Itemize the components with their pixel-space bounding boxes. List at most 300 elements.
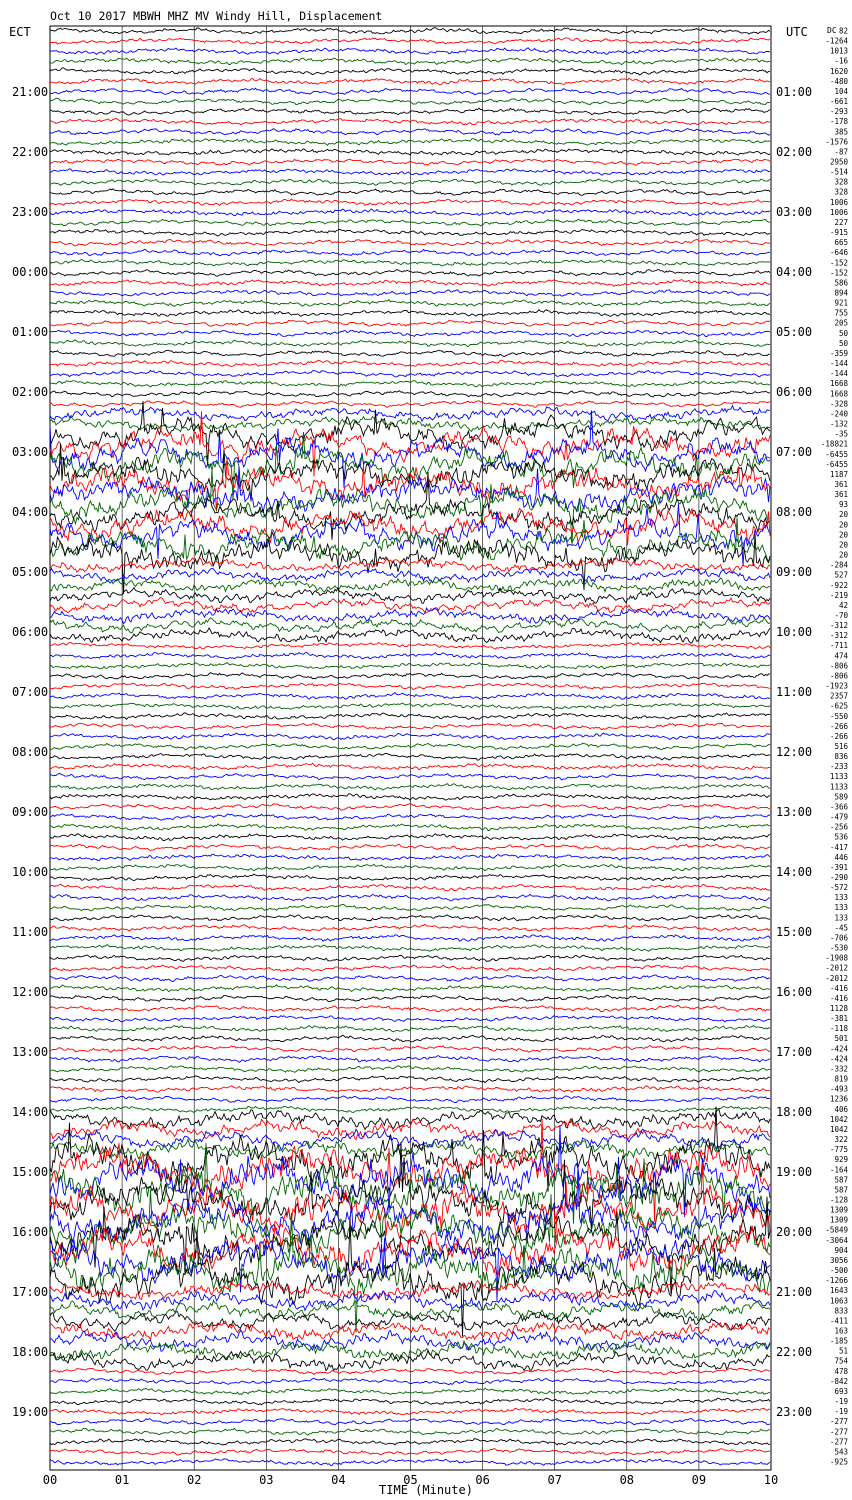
trace-dc-value: 921	[834, 298, 848, 308]
seismic-trace	[50, 189, 770, 196]
seismic-trace	[50, 924, 770, 931]
seismic-trace	[50, 703, 770, 710]
seismic-trace	[50, 628, 770, 643]
left-hour-label: 09:00	[12, 805, 49, 819]
trace-dc-value: -312	[829, 621, 848, 631]
right-hour-label: 21:00	[776, 1285, 813, 1299]
seismic-trace	[50, 598, 770, 613]
seismic-trace	[50, 249, 770, 255]
seismic-trace	[50, 578, 770, 592]
seismic-trace	[50, 1076, 770, 1083]
left-hour-label: 01:00	[12, 325, 49, 339]
seismic-trace	[50, 229, 770, 236]
seismic-trace	[50, 733, 770, 740]
trace-dc-value: -19	[834, 1407, 848, 1417]
trace-dc-value: -1908	[825, 953, 848, 963]
seismic-trace	[50, 1125, 770, 1217]
seismic-trace	[50, 1378, 770, 1384]
left-hour-label: 16:00	[12, 1225, 49, 1239]
trace-dc-value: -164	[829, 1165, 848, 1175]
trace-dc-value: 42	[838, 600, 848, 610]
chart-title: Oct 10 2017 MBWH MHZ MV Windy Hill, Displacement	[50, 9, 383, 23]
trace-dc-value: -70	[834, 610, 848, 620]
seismic-trace	[50, 340, 770, 347]
seismic-trace	[50, 653, 770, 659]
trace-dc-value: 1042	[829, 1124, 848, 1134]
trace-dc-value: 328	[834, 187, 848, 197]
trace-dc-value: 385	[834, 127, 848, 137]
right-hour-label: 04:00	[776, 265, 813, 279]
trace-dc-value: -775	[829, 1145, 848, 1155]
trace-dc-value: 587	[834, 1175, 848, 1185]
trace-dc-value: 133	[834, 913, 848, 923]
trace-dc-value: -366	[829, 802, 848, 812]
trace-dc-value: 1006	[829, 197, 848, 207]
trace-dc-value: 93	[838, 500, 848, 510]
right-hour-label: 16:00	[776, 985, 813, 999]
trace-dc-value: -479	[829, 812, 848, 822]
trace-dc-value: 322	[834, 1135, 848, 1145]
seismic-trace	[50, 330, 770, 336]
trace-dc-value: 586	[834, 278, 848, 288]
seismic-trace	[50, 48, 770, 55]
right-hour-label: 20:00	[776, 1225, 813, 1239]
seismic-trace	[50, 381, 770, 387]
seismic-trace	[50, 1428, 770, 1435]
seismic-trace	[50, 874, 770, 881]
trace-dc-value: -312	[829, 631, 848, 641]
x-tick-label: 10	[763, 1473, 779, 1487]
seismic-trace	[50, 88, 770, 95]
trace-dc-value: -277	[829, 1417, 848, 1427]
trace-dc-value: 50	[838, 328, 848, 338]
left-hour-label: 14:00	[12, 1105, 49, 1119]
seismic-trace	[50, 1321, 770, 1340]
trace-dc-value: -424	[829, 1054, 848, 1064]
seismic-trace	[50, 693, 770, 700]
trace-dc-value: -3064	[825, 1235, 848, 1245]
seismic-trace	[50, 618, 770, 633]
seismic-trace	[50, 279, 770, 286]
trace-dc-value: -416	[829, 983, 848, 993]
right-hour-label: 15:00	[776, 925, 813, 939]
right-hour-label: 17:00	[776, 1045, 813, 1059]
trace-dc-value: -500	[829, 1266, 848, 1276]
seismic-trace	[50, 78, 770, 84]
trace-dc-value: 833	[834, 1306, 848, 1316]
trace-dc-value: 1006	[829, 207, 848, 217]
trace-dc-value: 1620	[829, 66, 848, 76]
left-hour-labels	[12, 85, 48, 1419]
trace-dc-value: -128	[829, 1195, 848, 1205]
seismic-trace	[50, 1368, 770, 1375]
trace-dc-value: -144	[829, 359, 848, 369]
trace-dc-value: -144	[829, 369, 848, 379]
trace-dc-value: 501	[834, 1034, 848, 1044]
seismic-trace	[50, 290, 770, 296]
trace-dc-value: 1643	[829, 1286, 848, 1296]
trace-dc-value: 133	[834, 893, 848, 903]
trace-dc-value: 929	[834, 1155, 848, 1165]
trace-dc-value: -6455	[825, 459, 848, 469]
trace-dc-value: 2950	[829, 157, 848, 167]
seismic-trace	[50, 1056, 770, 1063]
trace-dc-value: -417	[829, 842, 848, 852]
trace-dc-value: -5849	[825, 1225, 848, 1235]
trace-dc-value: 104	[834, 86, 848, 96]
trace-dc-value: -240	[829, 409, 848, 419]
seismic-trace	[50, 864, 770, 870]
seismic-trace	[50, 360, 770, 366]
right-hour-label: 22:00	[776, 1345, 813, 1359]
left-hour-label: 22:00	[12, 145, 49, 159]
seismic-trace	[50, 401, 770, 408]
trace-dc-value: 894	[834, 288, 848, 298]
trace-dc-value: -1264	[825, 36, 848, 46]
left-axis-label: ECT	[9, 25, 31, 39]
trace-dc-value: -493	[829, 1084, 848, 1094]
trace-dc-value: 819	[834, 1074, 848, 1084]
trace-dc-value: 20	[838, 520, 848, 530]
seismic-trace	[50, 1046, 770, 1053]
trace-dc-value: -915	[829, 228, 848, 238]
trace-dc-value: -19	[834, 1397, 848, 1407]
trace-dc-value: -922	[829, 580, 848, 590]
trace-dc-value: -178	[829, 117, 848, 127]
trace-dc-value: -328	[829, 399, 848, 409]
trace-dc-value: 836	[834, 752, 848, 762]
seismic-trace	[50, 159, 770, 165]
seismic-trace	[50, 219, 770, 226]
trace-dc-value: 754	[834, 1356, 848, 1366]
seismic-trace	[50, 894, 770, 901]
seismic-trace	[50, 179, 770, 185]
seismic-trace	[50, 773, 770, 780]
trace-dc-value: -1576	[825, 137, 848, 147]
trace-dc-value: 361	[834, 479, 848, 489]
seismic-trace	[50, 209, 770, 216]
seismic-trace	[50, 129, 770, 136]
trace-dc-value: 1042	[829, 1114, 848, 1124]
trace-dc-value: -411	[829, 1316, 848, 1326]
seismic-trace	[50, 98, 770, 105]
trace-dc-value: -6455	[825, 449, 848, 459]
right-hour-label: 08:00	[776, 505, 813, 519]
seismic-trace	[50, 723, 770, 730]
seismic-trace	[50, 804, 770, 811]
seismic-trace	[50, 975, 770, 981]
seismic-trace	[50, 763, 770, 769]
right-hour-label: 03:00	[776, 205, 813, 219]
trace-dc-value: 665	[834, 238, 848, 248]
trace-dc-value: -572	[829, 883, 848, 893]
left-hour-label: 23:00	[12, 205, 49, 219]
seismic-trace	[50, 743, 770, 750]
trace-dc-value: -424	[829, 1044, 848, 1054]
trace-dc-value: 51	[838, 1346, 848, 1356]
trace-dc-value: 361	[834, 490, 848, 500]
seismic-trace	[50, 995, 770, 1001]
right-hour-label: 02:00	[776, 145, 813, 159]
seismic-trace	[50, 945, 770, 952]
x-tick-label: 04	[331, 1473, 346, 1487]
trace-dc-value: 1128	[829, 1004, 848, 1014]
trace-dc-value: -416	[829, 993, 848, 1003]
x-tick-label: 00	[42, 1473, 58, 1487]
seismic-trace	[50, 459, 770, 512]
seismic-trace	[50, 58, 770, 65]
trace-dc-value: 446	[834, 852, 848, 862]
trace-dc-value: 1133	[829, 782, 848, 792]
x-tick-label: 03	[259, 1473, 274, 1487]
seismic-trace	[50, 300, 770, 307]
trace-dc-value: 527	[834, 570, 848, 580]
seismic-trace	[50, 965, 770, 971]
left-hour-label: 18:00	[12, 1345, 49, 1359]
seismic-trace	[50, 935, 770, 941]
trace-dc-value: 20	[838, 510, 848, 520]
trace-dc-value: 1236	[829, 1094, 848, 1104]
trace-dc-value: -293	[829, 107, 848, 117]
right-hour-label: 09:00	[776, 565, 813, 579]
trace-dc-value: -219	[829, 590, 848, 600]
trace-dc-value: -530	[829, 943, 848, 953]
trace-dc-value: 478	[834, 1366, 848, 1376]
seismic-trace	[50, 834, 770, 841]
x-tick-label: 07	[547, 1473, 562, 1487]
seismic-trace	[50, 411, 770, 476]
left-hour-label: 13:00	[12, 1045, 49, 1059]
trace-dc-value: 587	[834, 1185, 848, 1195]
trace-dc-value: 536	[834, 832, 848, 842]
trace-dc-value: -480	[829, 76, 848, 86]
x-tick-label: 05	[403, 1473, 418, 1487]
trace-dc-value: 516	[834, 742, 848, 751]
trace-dc-value: -118	[829, 1024, 848, 1034]
left-hour-label: 21:00	[12, 85, 49, 99]
trace-dc-value: 755	[834, 308, 848, 318]
seismic-trace	[50, 1439, 770, 1446]
seismic-trace	[50, 955, 770, 961]
trace-dc-value: -381	[829, 1014, 848, 1024]
left-hour-label: 08:00	[12, 745, 49, 759]
trace-dc-value: 1187	[829, 469, 848, 479]
trace-dc-value: 693	[834, 1386, 848, 1396]
right-axis-label: UTC	[786, 25, 808, 39]
left-hour-label: 04:00	[12, 505, 49, 519]
x-tick-label: 01	[114, 1473, 130, 1487]
trace-dc-value: 1309	[829, 1215, 848, 1225]
trace-dc-value: 1133	[829, 772, 848, 782]
seismic-trace	[50, 794, 770, 800]
trace-dc-value: 589	[834, 792, 848, 802]
seismic-trace	[50, 1005, 770, 1011]
seismic-trace	[50, 884, 770, 891]
seismic-trace	[50, 169, 770, 176]
left-hour-label: 11:00	[12, 925, 49, 939]
trace-dc-value: -266	[829, 731, 848, 741]
trace-dc-value: 82	[838, 26, 848, 36]
seismic-trace	[50, 753, 770, 760]
seismic-trace	[50, 199, 770, 206]
seismic-trace	[50, 239, 770, 246]
seismic-trace	[50, 1291, 770, 1311]
seismic-trace	[50, 1035, 770, 1042]
left-hour-label: 07:00	[12, 685, 49, 699]
trace-dc-value: -266	[829, 721, 848, 731]
right-hour-label: 06:00	[776, 385, 813, 399]
trace-dc-values	[821, 27, 849, 1467]
trace-dc-value: -842	[829, 1376, 848, 1386]
trace-dc-value: -87	[834, 147, 848, 157]
trace-dc-value: -514	[829, 167, 848, 177]
trace-dc-value: -256	[829, 822, 848, 832]
seismic-trace	[50, 824, 770, 831]
seismic-trace	[50, 663, 770, 669]
seismic-trace	[50, 118, 770, 125]
right-hour-label: 23:00	[776, 1405, 813, 1419]
trace-dc-value: 3056	[829, 1255, 848, 1265]
seismic-trace	[50, 370, 770, 377]
left-hour-label: 15:00	[12, 1165, 49, 1179]
seismic-trace	[50, 1016, 770, 1022]
left-hour-label: 02:00	[12, 385, 49, 399]
left-hour-label: 10:00	[12, 865, 49, 879]
trace-dc-value: 133	[834, 903, 848, 913]
seismic-trace	[50, 608, 770, 624]
seismic-trace	[50, 713, 770, 720]
seismic-trace	[50, 673, 770, 679]
x-tick-label: 02	[186, 1473, 202, 1487]
left-hour-label: 05:00	[12, 565, 49, 579]
left-hour-label: 12:00	[12, 985, 49, 999]
right-hour-label: 18:00	[776, 1105, 813, 1119]
trace-dc-value: -1266	[825, 1276, 848, 1286]
trace-dc-value: 1309	[829, 1205, 848, 1215]
trace-dc-value: 227	[834, 217, 848, 227]
trace-dc-value: -711	[829, 641, 848, 651]
trace-dc-value: 406	[834, 1104, 848, 1114]
x-tick-label: 06	[475, 1473, 490, 1487]
seismic-trace	[50, 1419, 770, 1425]
trace-dc-value: -18821	[820, 439, 848, 449]
trace-dc-value: -1923	[825, 681, 848, 691]
seismic-trace	[50, 985, 770, 992]
left-hour-label: 00:00	[12, 265, 49, 279]
seismic-trace	[50, 350, 770, 356]
seismic-trace	[50, 1449, 770, 1456]
right-hour-labels	[776, 85, 812, 1419]
seismic-trace	[50, 784, 770, 790]
x-tick-label: 08	[619, 1473, 635, 1487]
trace-dc-value: 474	[834, 651, 848, 661]
x-tick-label: 09	[691, 1473, 707, 1487]
trace-dc-value: 1013	[829, 46, 848, 56]
seismic-trace	[50, 1096, 770, 1103]
trace-dc-value: -332	[829, 1064, 848, 1074]
trace-dc-value: -16	[834, 56, 848, 66]
left-hour-label: 03:00	[12, 445, 49, 459]
seismic-trace	[50, 1408, 770, 1414]
trace-dc-value: -391	[829, 862, 848, 872]
seismic-trace	[50, 270, 770, 277]
seismic-trace	[50, 844, 770, 850]
trace-dc-value: 20	[838, 540, 848, 550]
right-hour-label: 12:00	[776, 745, 813, 759]
trace-dc-value: -550	[829, 711, 848, 721]
trace-dc-value: 50	[838, 338, 848, 348]
seismic-traces	[50, 28, 770, 1466]
seismic-trace	[50, 915, 770, 921]
seismic-trace	[50, 68, 770, 75]
left-hour-label: 17:00	[12, 1285, 49, 1299]
seismic-trace	[50, 814, 770, 821]
trace-dc-value: -925	[829, 1457, 848, 1467]
trace-dc-value: 543	[834, 1447, 848, 1457]
trace-dc-value: -35	[834, 429, 848, 439]
seismic-trace	[50, 139, 770, 146]
right-hour-label: 19:00	[776, 1165, 813, 1179]
seismic-trace	[50, 38, 770, 45]
seismic-trace	[50, 1066, 770, 1073]
seismic-trace	[50, 1026, 770, 1032]
trace-dc-value: -233	[829, 762, 848, 772]
seismic-trace	[50, 568, 770, 583]
trace-dc-value: -2012	[825, 963, 848, 973]
right-hour-label: 11:00	[776, 685, 813, 699]
seismic-trace	[50, 320, 770, 326]
trace-dc-value: -2012	[825, 973, 848, 983]
right-hour-label: 07:00	[776, 445, 813, 459]
trace-dc-value: 1668	[829, 379, 848, 389]
trace-dc-value: 205	[834, 318, 848, 328]
left-hour-label: 19:00	[12, 1405, 49, 1419]
trace-dc-value: 163	[834, 1326, 848, 1336]
seismic-trace	[50, 310, 770, 317]
seismic-trace	[50, 1459, 770, 1466]
seismic-trace	[50, 1281, 770, 1300]
dc-header: DC	[827, 26, 837, 35]
right-hour-label: 14:00	[776, 865, 813, 879]
left-hour-label: 06:00	[12, 625, 49, 639]
seismic-trace	[50, 1350, 770, 1370]
right-hour-label: 13:00	[776, 805, 813, 819]
seismic-trace	[50, 1106, 770, 1112]
seismic-trace	[50, 149, 770, 155]
trace-dc-value: -277	[829, 1437, 848, 1447]
seismic-trace	[50, 588, 770, 604]
trace-dc-value: -185	[829, 1336, 848, 1346]
trace-dc-value: -290	[829, 873, 848, 883]
right-hour-label: 10:00	[776, 625, 813, 639]
trace-dc-value: -152	[829, 268, 848, 278]
x-axis-label: TIME (Minute)	[379, 1483, 473, 1497]
seismic-trace	[50, 643, 770, 650]
trace-dc-value: -45	[834, 923, 848, 933]
trace-dc-value: -132	[829, 419, 848, 429]
trace-dc-value: 20	[838, 550, 848, 560]
trace-dc-value: 1668	[829, 389, 848, 399]
trace-dc-value: -646	[829, 248, 848, 258]
trace-dc-value: -277	[829, 1427, 848, 1437]
seismic-trace	[50, 854, 770, 860]
seismic-trace	[50, 504, 770, 567]
trace-dc-value: -284	[829, 560, 848, 570]
seismic-trace	[50, 1086, 770, 1092]
trace-dc-value: 2357	[829, 691, 848, 701]
right-hour-label: 05:00	[776, 325, 813, 339]
seismic-trace	[50, 683, 770, 689]
